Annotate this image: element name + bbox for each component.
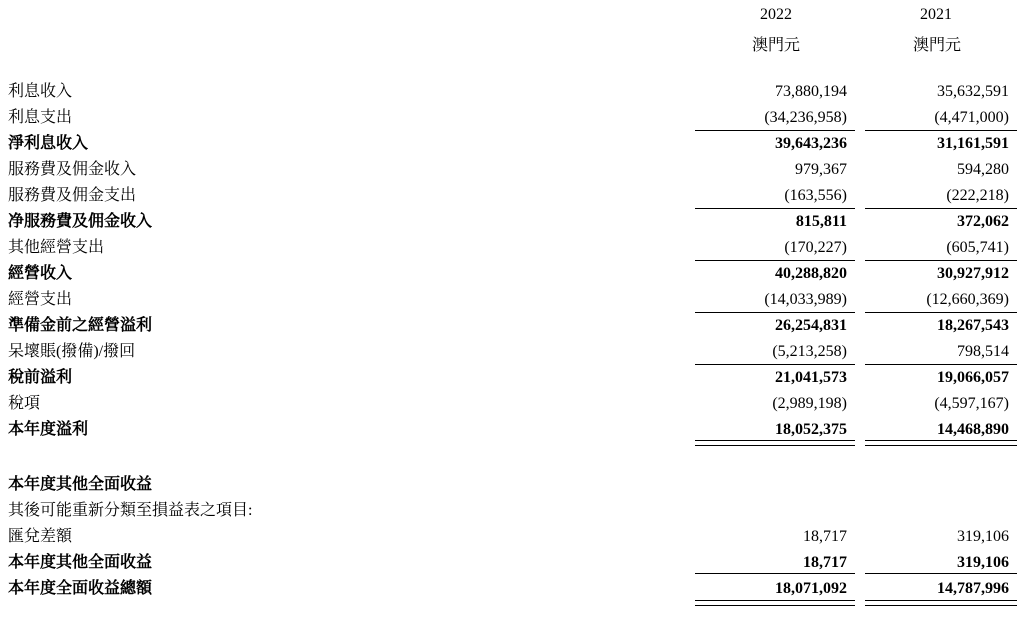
value-2021: 594,280 [957, 161, 1009, 178]
statement-row [0, 210, 1031, 236]
statement-row [0, 158, 1031, 184]
row-label: 匯兌差額 [8, 528, 73, 545]
row-label: 本年度其他全面收益 [8, 476, 153, 493]
value-2022: 18,052,375 [775, 421, 847, 438]
row-label: 利息收入 [8, 83, 73, 100]
value-2022: (14,033,989) [764, 291, 847, 308]
value-2022: 18,717 [803, 528, 847, 545]
row-label: 其後可能重新分類至損益表之項目: [8, 502, 253, 519]
row-label: 净服務費及佣金收入 [8, 213, 153, 230]
value-2021: 30,927,912 [937, 265, 1009, 282]
double-underline-rule [865, 600, 1017, 606]
value-2022: 26,254,831 [775, 317, 847, 334]
value-2022: (5,213,258) [772, 343, 847, 360]
value-2022: 979,367 [795, 161, 847, 178]
value-2021: 14,787,996 [937, 580, 1009, 597]
double-underline-rule [695, 440, 855, 446]
underline-rule [695, 312, 855, 313]
value-2021: (222,218) [946, 187, 1009, 204]
value-2021: 31,161,591 [937, 135, 1009, 152]
year-2022-header: 2022 [760, 6, 792, 23]
statement-row [0, 288, 1031, 314]
value-2022: 18,071,092 [775, 580, 847, 597]
row-label: 淨利息收入 [8, 135, 89, 152]
value-2021: 14,468,890 [937, 421, 1009, 438]
row-label: 準備金前之經營溢利 [8, 317, 153, 334]
underline-rule [865, 208, 1017, 209]
row-label: 本年度溢利 [8, 421, 89, 438]
underline-rule [865, 364, 1017, 365]
statement-row [0, 392, 1031, 418]
underline-rule [865, 312, 1017, 313]
row-label: 其他經營支出 [8, 239, 105, 256]
value-2022: 815,811 [795, 213, 847, 230]
underline-rule [865, 573, 1017, 574]
value-2021: (4,597,167) [934, 395, 1009, 412]
row-label: 稅前溢利 [8, 369, 73, 386]
value-2022: (2,989,198) [772, 395, 847, 412]
double-underline-rule [865, 440, 1017, 446]
underline-rule [695, 208, 855, 209]
currency-2021-header: 澳門元 [913, 37, 962, 54]
value-2021: 19,066,057 [937, 369, 1009, 386]
row-label: 服務費及佣金收入 [8, 161, 137, 178]
value-2022: 73,880,194 [775, 83, 847, 100]
value-2021: 18,267,543 [937, 317, 1009, 334]
value-2021: 35,632,591 [937, 83, 1009, 100]
statement-row [0, 106, 1031, 132]
value-2022: (163,556) [784, 187, 847, 204]
value-2021: (12,660,369) [926, 291, 1009, 308]
row-label: 本年度其他全面收益 [8, 554, 153, 571]
underline-rule [695, 364, 855, 365]
value-2021: 319,106 [957, 528, 1009, 545]
statement-row [0, 132, 1031, 158]
row-label: 利息支出 [8, 109, 73, 126]
statement-row [0, 184, 1031, 210]
value-2022: 39,643,236 [775, 135, 847, 152]
underline-rule [865, 130, 1017, 131]
statement-row [0, 80, 1031, 106]
underline-rule [695, 260, 855, 261]
currency-2022-header: 澳門元 [752, 37, 801, 54]
value-2022: 21,041,573 [775, 369, 847, 386]
value-2021: 372,062 [957, 213, 1009, 230]
value-2021: 319,106 [957, 554, 1009, 571]
value-2022: (34,236,958) [764, 109, 847, 126]
year-2021-header: 2021 [920, 6, 952, 23]
statement-row [0, 236, 1031, 262]
row-label: 呆壞賬(撥備)/撥回 [8, 343, 136, 360]
value-2021: (605,741) [946, 239, 1009, 256]
statement-row [0, 262, 1031, 288]
row-label: 稅項 [8, 395, 41, 412]
value-2022: 40,288,820 [775, 265, 847, 282]
underline-rule [865, 260, 1017, 261]
value-2022: (170,227) [784, 239, 847, 256]
row-label: 本年度全面收益總額 [8, 580, 153, 597]
statement-row [0, 366, 1031, 392]
statement-row [0, 314, 1031, 340]
statement-row [0, 525, 1031, 551]
row-label: 服務費及佣金支出 [8, 187, 137, 204]
underline-rule [695, 573, 855, 574]
statement-row [0, 499, 1031, 525]
double-underline-rule [695, 600, 855, 606]
row-label: 經營收入 [8, 265, 73, 282]
value-2021: 798,514 [957, 343, 1009, 360]
statement-row [0, 340, 1031, 366]
row-label: 經營支出 [8, 291, 73, 308]
value-2022: 18,717 [803, 554, 847, 571]
underline-rule [695, 130, 855, 131]
value-2021: (4,471,000) [934, 109, 1009, 126]
statement-row [0, 473, 1031, 499]
